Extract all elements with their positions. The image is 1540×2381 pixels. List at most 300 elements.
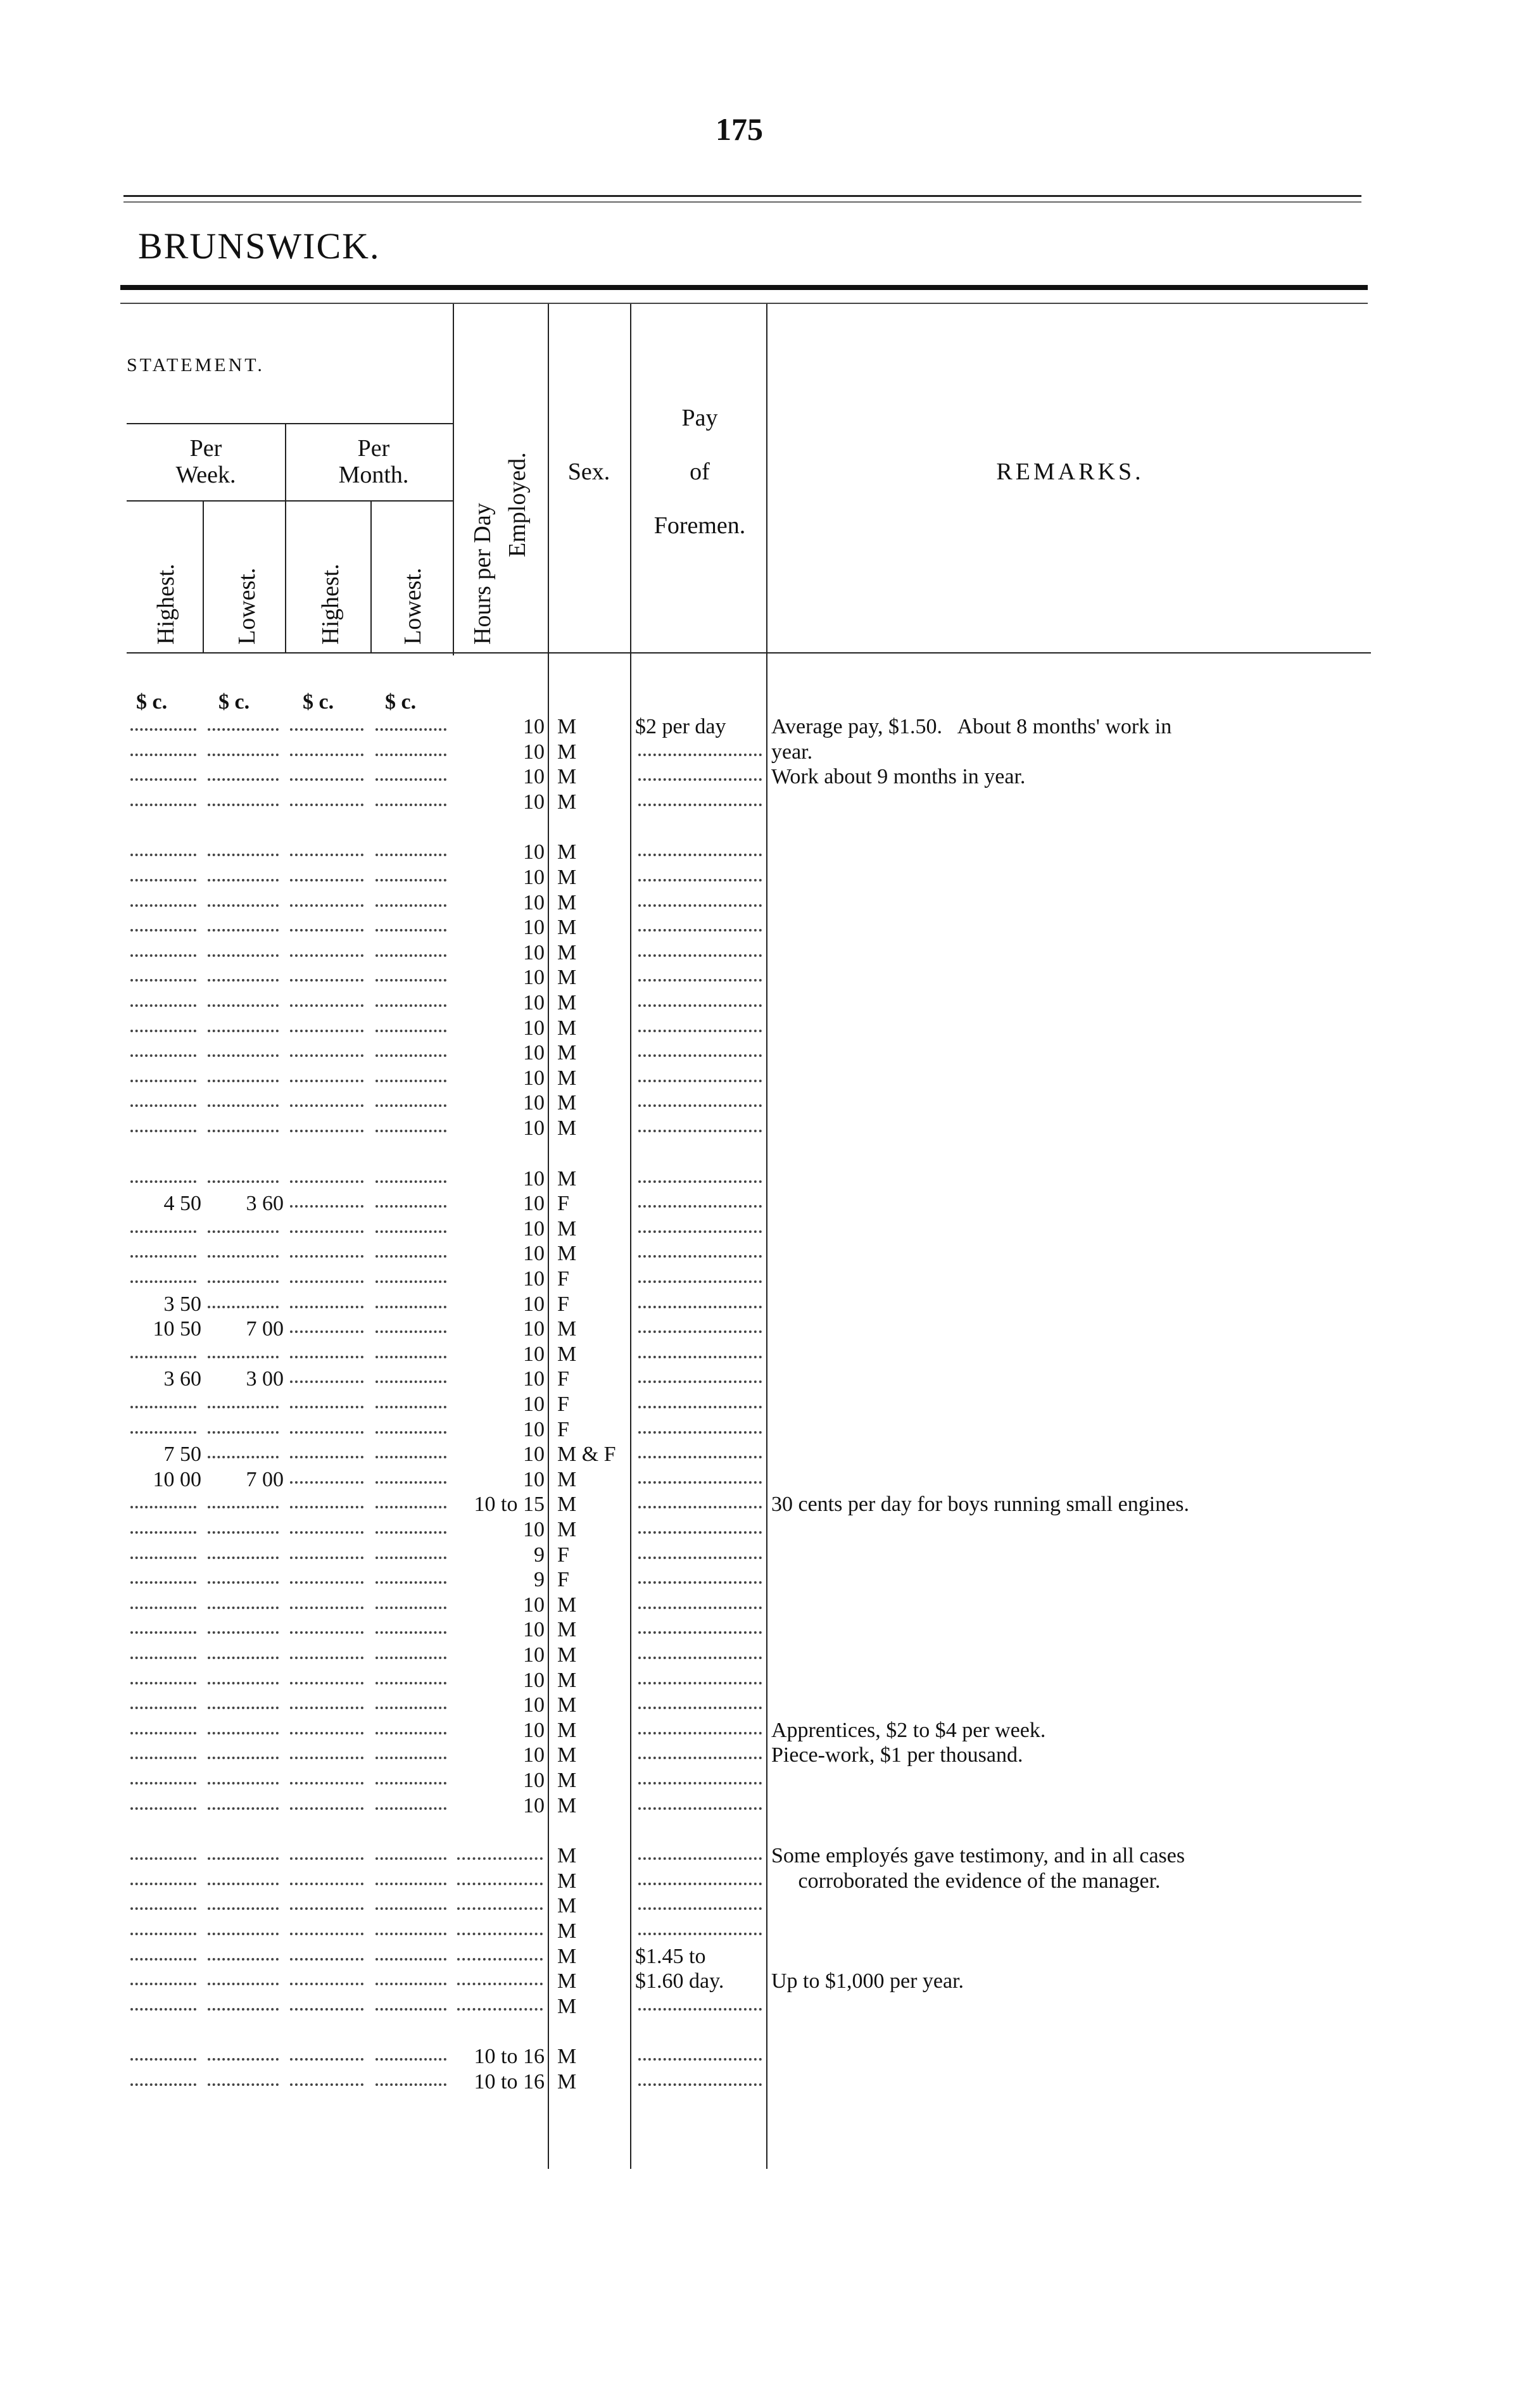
table-row: [0, 890, 1540, 915]
hours-cell: 9: [534, 1568, 545, 1591]
sex-cell: F: [557, 1367, 569, 1391]
dot-leader: [376, 1306, 446, 1308]
dot-leader: [290, 1456, 363, 1458]
dot-leader: [290, 1306, 363, 1308]
table-row: [0, 1241, 1540, 1266]
dot-leader: [290, 979, 363, 982]
table-row: [0, 1869, 1540, 1893]
dot-leader: [638, 778, 762, 781]
dot-leader: [638, 1356, 762, 1358]
unit-label: $ c.: [303, 690, 334, 714]
dot-leader: [208, 1958, 279, 1961]
hours-cell: 10: [523, 966, 545, 989]
dot-leader: [208, 1431, 279, 1434]
hours-cell: 10: [523, 1393, 545, 1416]
wage-cell: 3 60: [246, 1192, 284, 1215]
dot-leader: [290, 1255, 363, 1258]
dot-leader: [208, 2008, 279, 2011]
top-rule-secondary: [123, 201, 1361, 203]
dot-leader: [208, 1782, 279, 1784]
hours-cell: 10 to 15: [474, 1493, 545, 1516]
dot-leader: [130, 1607, 196, 1609]
dot-leader: [376, 1657, 446, 1659]
dot-leader: [376, 1255, 446, 1258]
table-row: [0, 1969, 1540, 1993]
dot-leader: [130, 929, 196, 932]
dot-leader: [130, 1255, 196, 1258]
dot-leader: [208, 979, 279, 982]
dot-leader: [638, 1306, 762, 1308]
dot-leader: [290, 1707, 363, 1709]
unit-label: $ c.: [218, 690, 250, 714]
dot-leader: [376, 1958, 446, 1961]
hours-cell: 10: [523, 1468, 545, 1491]
remark-cell: Some employés gave testimony, and in all cases: [771, 1844, 1185, 1867]
dot-leader: [376, 1983, 446, 1985]
remark-cell: corroborated the evidence of the manager.: [771, 1869, 1161, 1893]
dot-leader: [290, 879, 363, 881]
dot-leader: [376, 1280, 446, 1283]
table-row: [0, 1643, 1540, 1667]
sex-cell: M: [557, 1743, 577, 1767]
dot-leader: [638, 1857, 762, 1860]
dot-leader: [208, 879, 279, 881]
dot-leader: [376, 1481, 446, 1484]
dot-leader: [130, 1557, 196, 1559]
statement-label: STATEMENT.: [127, 355, 265, 376]
dot-leader: [130, 1431, 196, 1434]
dot-leader: [376, 1456, 446, 1458]
sex-cell: M: [557, 941, 577, 964]
sex-cell: M: [557, 1016, 577, 1040]
dot-leader: [290, 1557, 363, 1559]
dot-leader: [208, 1707, 279, 1709]
hours-cell: 10: [523, 1267, 545, 1291]
dot-leader: [130, 1080, 196, 1082]
sex-cell: M: [557, 1894, 577, 1917]
dot-leader: [376, 778, 446, 781]
sex-cell: M: [557, 765, 577, 788]
dot-leader: [208, 1180, 279, 1183]
header-employed: Employed.: [504, 452, 531, 557]
dot-leader: [376, 854, 446, 856]
foremen-pay-cell: $2 per day: [635, 715, 726, 738]
hours-cell: 10: [523, 1794, 545, 1817]
sex-cell: M: [557, 2045, 577, 2068]
sex-cell: F: [557, 1267, 569, 1291]
sex-cell: M: [557, 1593, 577, 1617]
dot-leader: [638, 1581, 762, 1584]
sex-cell: M: [557, 2070, 577, 2094]
table-row: [0, 840, 1540, 864]
dot-leader: [376, 1682, 446, 1684]
dot-leader: [638, 929, 762, 932]
dot-leader: [208, 1030, 279, 1032]
dot-leader: [130, 1907, 196, 1910]
header-foremen: Foremen.: [653, 512, 746, 539]
wage-cell: 3 60: [163, 1367, 201, 1391]
dot-leader: [457, 2008, 543, 2011]
dot-leader: [130, 1657, 196, 1659]
dot-leader: [638, 1682, 762, 1684]
table-row: [0, 1567, 1540, 1592]
table-row: [0, 1417, 1540, 1442]
dot-leader: [208, 1732, 279, 1734]
dot-leader: [376, 1933, 446, 1935]
table-row: [0, 965, 1540, 990]
sex-cell: M: [557, 1217, 577, 1241]
sex-cell: M: [557, 1167, 577, 1190]
sex-cell: M: [557, 1869, 577, 1893]
dot-leader: [376, 1531, 446, 1534]
dot-leader: [130, 1531, 196, 1534]
dot-leader: [130, 1004, 196, 1007]
hours-cell: 10: [523, 1317, 545, 1341]
sex-cell: M: [557, 1518, 577, 1541]
sex-cell: M: [557, 891, 577, 914]
thin-rule: [120, 303, 1368, 304]
dot-leader: [376, 728, 446, 731]
foremen-pay-cell: $1.60 day.: [635, 1969, 724, 1993]
dot-leader: [638, 1431, 762, 1434]
hours-cell: 10: [523, 866, 545, 889]
dot-leader: [638, 1406, 762, 1408]
dot-leader: [290, 1506, 363, 1508]
dot-leader: [130, 1130, 196, 1132]
dot-leader: [208, 1306, 279, 1308]
hours-cell: 10: [523, 1418, 545, 1441]
hours-cell: 10: [523, 1091, 545, 1115]
dot-leader: [208, 2083, 279, 2086]
dot-leader: [130, 1406, 196, 1408]
dot-leader: [208, 1983, 279, 1985]
dot-leader: [290, 778, 363, 781]
dot-leader: [376, 1004, 446, 1007]
dot-leader: [130, 1054, 196, 1057]
table-row: [0, 1191, 1540, 1216]
table-row: [0, 1016, 1540, 1040]
table-row: [0, 1919, 1540, 1943]
hours-cell: 10: [523, 1669, 545, 1692]
dot-leader: [208, 1857, 279, 1860]
dot-leader: [130, 1983, 196, 1985]
dot-leader: [457, 1983, 543, 1985]
dot-leader: [376, 904, 446, 907]
dot-leader: [376, 1857, 446, 1860]
table-row: [0, 1718, 1540, 1743]
dot-leader: [638, 1030, 762, 1032]
dot-leader: [130, 2058, 196, 2061]
dot-leader: [638, 954, 762, 957]
dot-leader: [208, 1456, 279, 1458]
dot-leader: [638, 1531, 762, 1534]
dot-leader: [208, 1657, 279, 1659]
sex-cell: F: [557, 1192, 569, 1215]
dot-leader: [130, 1581, 196, 1584]
dot-leader: [208, 1907, 279, 1910]
table-row: [0, 1040, 1540, 1065]
dot-leader: [290, 1581, 363, 1584]
dot-leader: [376, 929, 446, 932]
sex-cell: M: [557, 1669, 577, 1692]
hours-cell: 10: [523, 1167, 545, 1190]
dot-leader: [290, 1406, 363, 1408]
sex-cell: M: [557, 1719, 577, 1742]
dot-leader: [130, 1732, 196, 1734]
dot-leader: [376, 1581, 446, 1584]
hours-cell: 10: [523, 1367, 545, 1391]
sex-cell: M & F: [557, 1443, 616, 1466]
dot-leader: [208, 1054, 279, 1057]
dot-leader: [638, 1557, 762, 1559]
table-row: [0, 1342, 1540, 1367]
dot-leader: [208, 1406, 279, 1408]
dot-leader: [376, 1557, 446, 1559]
table-row: [0, 1317, 1540, 1341]
dot-leader: [290, 1356, 363, 1358]
sex-cell: M: [557, 866, 577, 889]
dot-leader: [208, 1356, 279, 1358]
dot-leader: [290, 1807, 363, 1810]
dot-leader: [290, 1682, 363, 1684]
table-row: [0, 1492, 1540, 1517]
dot-leader: [638, 1104, 762, 1107]
header-rule: [127, 500, 453, 502]
dot-leader: [376, 1732, 446, 1734]
dot-leader: [638, 2008, 762, 2011]
wage-cell: 10 00: [153, 1468, 201, 1491]
table-row: [0, 740, 1540, 764]
wage-cell: 10 50: [153, 1317, 201, 1341]
hours-cell: 10: [523, 715, 545, 738]
table-row: [0, 1893, 1540, 1918]
table-row: [0, 1066, 1540, 1090]
col-divider: [285, 423, 286, 652]
header-pay: Pay: [681, 405, 718, 431]
dot-leader: [290, 854, 363, 856]
header-rule: [127, 423, 453, 424]
sex-cell: M: [557, 1643, 577, 1667]
dot-leader: [638, 754, 762, 756]
dot-leader: [290, 929, 363, 932]
table-row: [0, 1843, 1540, 1868]
sex-cell: M: [557, 1317, 577, 1341]
dot-leader: [208, 1807, 279, 1810]
dot-leader: [290, 1631, 363, 1634]
dot-leader: [130, 1757, 196, 1759]
header-per-month: Per Month.: [338, 435, 409, 488]
dot-leader: [290, 804, 363, 806]
table-row: [0, 1743, 1540, 1767]
dot-leader: [376, 1431, 446, 1434]
dot-leader: [208, 904, 279, 907]
sex-cell: M: [557, 1919, 577, 1943]
dot-leader: [638, 1330, 762, 1333]
sex-cell: M: [557, 1945, 577, 1968]
dot-leader: [376, 1883, 446, 1885]
dot-leader: [376, 954, 446, 957]
hours-cell: 10: [523, 916, 545, 939]
sex-cell: M: [557, 916, 577, 939]
dot-leader: [130, 1857, 196, 1860]
dot-leader: [290, 1104, 363, 1107]
dot-leader: [130, 1030, 196, 1032]
dot-leader: [290, 1230, 363, 1233]
header-month-lowest: Lowest.: [400, 567, 426, 645]
dot-leader: [290, 1180, 363, 1183]
table-row: [0, 1442, 1540, 1467]
hours-cell: 10: [523, 1192, 545, 1215]
dot-leader: [638, 1607, 762, 1609]
dot-leader: [290, 1607, 363, 1609]
hours-cell: 10: [523, 1443, 545, 1466]
dot-leader: [290, 2058, 363, 2061]
hours-cell: 10: [523, 1242, 545, 1265]
unit-label: $ c.: [136, 690, 168, 714]
table-row: [0, 1617, 1540, 1642]
dot-leader: [208, 1130, 279, 1132]
sex-cell: M: [557, 966, 577, 989]
table-row: [0, 915, 1540, 940]
col-divider: [370, 500, 372, 652]
dot-leader: [638, 1255, 762, 1258]
dot-leader: [130, 1230, 196, 1233]
dot-leader: [290, 1030, 363, 1032]
dot-leader: [290, 1958, 363, 1961]
dot-leader: [376, 879, 446, 881]
dot-leader: [208, 1581, 279, 1584]
hours-cell: 10: [523, 765, 545, 788]
dot-leader: [376, 1330, 446, 1333]
hours-cell: 10: [523, 790, 545, 814]
table-row: [0, 1693, 1540, 1717]
dot-leader: [638, 854, 762, 856]
dot-leader: [208, 2058, 279, 2061]
header-sex: Sex.: [567, 458, 610, 485]
dot-leader: [290, 1983, 363, 1985]
dot-leader: [376, 2083, 446, 2086]
dot-leader: [290, 1481, 363, 1484]
dot-leader: [376, 804, 446, 806]
dot-leader: [130, 778, 196, 781]
unit-label: $ c.: [385, 690, 417, 714]
dot-leader: [290, 1782, 363, 1784]
table-row: [0, 1543, 1540, 1567]
dot-leader: [638, 1280, 762, 1283]
dot-leader: [208, 1230, 279, 1233]
dot-leader: [457, 1857, 543, 1860]
remark-cell: Average pay, $1.50. About 8 months' work in: [771, 715, 1172, 738]
dot-leader: [376, 1406, 446, 1408]
dot-leader: [290, 1004, 363, 1007]
table-row: [0, 1166, 1540, 1191]
dot-leader: [290, 1531, 363, 1534]
dot-leader: [638, 1657, 762, 1659]
dot-leader: [130, 1180, 196, 1183]
dot-leader: [208, 954, 279, 957]
hours-cell: 10: [523, 1719, 545, 1742]
dot-leader: [638, 1054, 762, 1057]
dot-leader: [638, 1883, 762, 1885]
dot-leader: [638, 804, 762, 806]
dot-leader: [208, 1004, 279, 1007]
table-row: [0, 1944, 1540, 1969]
sex-cell: M: [557, 1693, 577, 1717]
dot-leader: [376, 1807, 446, 1810]
sex-cell: M: [557, 1342, 577, 1366]
section-title: BRUNSWICK.: [138, 225, 381, 267]
wage-cell: 3 50: [163, 1292, 201, 1316]
table-row: [0, 1216, 1540, 1241]
dot-leader: [376, 1757, 446, 1759]
hours-cell: 10 to 16: [474, 2045, 545, 2068]
dot-leader: [130, 1958, 196, 1961]
dot-leader: [638, 1205, 762, 1208]
top-rule: [123, 195, 1361, 197]
dot-leader: [376, 1380, 446, 1383]
dot-leader: [638, 1380, 762, 1383]
dot-leader: [130, 1707, 196, 1709]
sex-cell: M: [557, 1794, 577, 1817]
dot-leader: [208, 754, 279, 756]
dot-leader: [638, 904, 762, 907]
table-row: [0, 1793, 1540, 1818]
dot-leader: [376, 1104, 446, 1107]
header-of: of: [690, 458, 710, 485]
hours-cell: 10: [523, 1643, 545, 1667]
dot-leader: [290, 954, 363, 957]
dot-leader: [457, 1883, 543, 1885]
dot-leader: [130, 854, 196, 856]
sex-cell: M: [557, 790, 577, 814]
dot-leader: [638, 1456, 762, 1458]
dot-leader: [376, 1707, 446, 1709]
dot-leader: [290, 1280, 363, 1283]
table-row: [0, 764, 1540, 789]
dot-leader: [290, 1380, 363, 1383]
dot-leader: [208, 1631, 279, 1634]
hours-cell: 10: [523, 1743, 545, 1767]
table-row: [0, 865, 1540, 890]
table-row: [0, 1994, 1540, 2019]
dot-leader: [290, 1130, 363, 1132]
remark-cell: 30 cents per day for boys running small engines.: [771, 1493, 1190, 1516]
dot-leader: [638, 1004, 762, 1007]
wage-cell: 7 50: [163, 1443, 201, 1466]
hours-cell: 10: [523, 840, 545, 864]
dot-leader: [376, 979, 446, 982]
table-row: [0, 1668, 1540, 1693]
hours-cell: 10: [523, 1292, 545, 1316]
dot-leader: [130, 1280, 196, 1283]
dot-leader: [208, 1080, 279, 1082]
sex-cell: M: [557, 1969, 577, 1993]
dot-leader: [208, 1607, 279, 1609]
header-per-week: Per Week.: [175, 435, 236, 488]
dot-leader: [376, 1506, 446, 1508]
dot-leader: [638, 1481, 762, 1484]
dot-leader: [130, 1631, 196, 1634]
dot-leader: [376, 754, 446, 756]
dot-leader: [376, 1631, 446, 1634]
wage-cell: 4 50: [163, 1192, 201, 1215]
dot-leader: [638, 2083, 762, 2086]
dot-leader: [208, 854, 279, 856]
hours-cell: 10: [523, 1041, 545, 1064]
sex-cell: F: [557, 1568, 569, 1591]
dot-leader: [376, 2058, 446, 2061]
table-row: [0, 1292, 1540, 1317]
